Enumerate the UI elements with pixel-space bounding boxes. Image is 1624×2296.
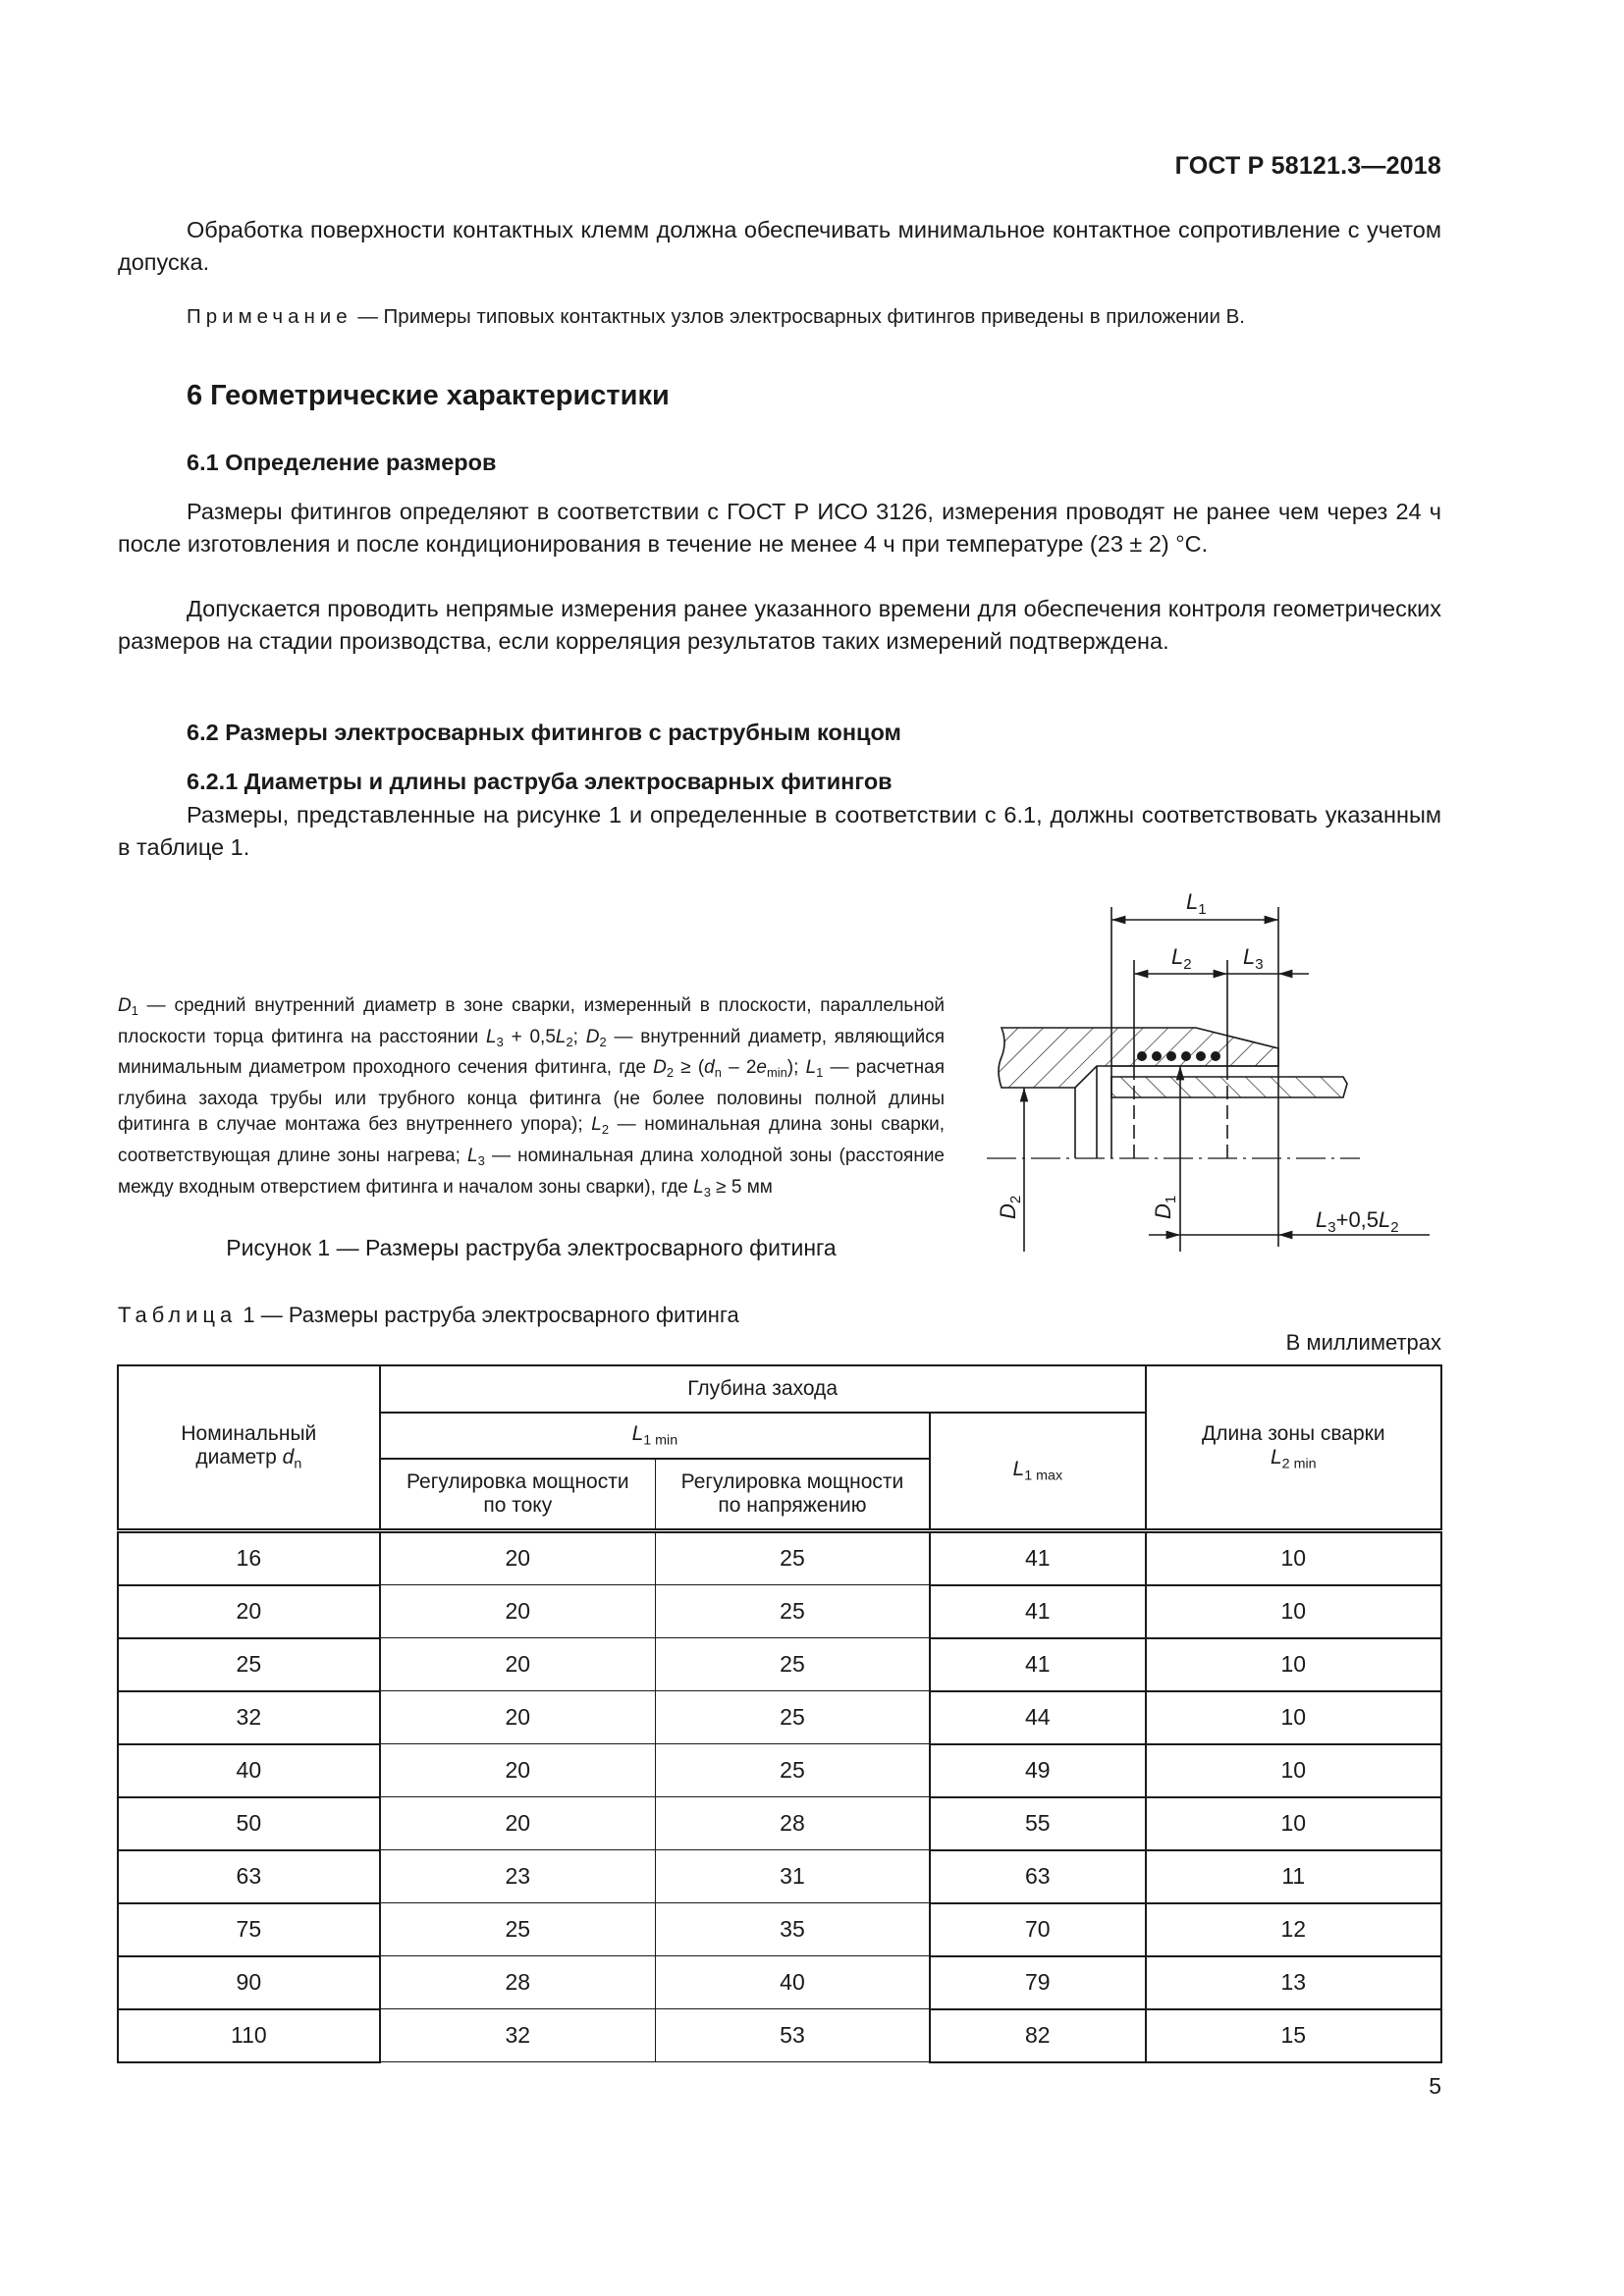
table-cell: 40 <box>655 1956 930 2009</box>
table-cell: 70 <box>930 1903 1146 1956</box>
table-cell: 44 <box>930 1691 1146 1744</box>
section-6-2-title: 6.2 Размеры электросварных фитингов с раструбным концом <box>187 720 901 745</box>
table-row <box>118 1585 1441 1638</box>
table-cell: 16 <box>118 1530 380 1585</box>
table-cell: 20 <box>380 1744 656 1797</box>
figure-caption: Рисунок 1 — Размеры раструба электросварного фитинга <box>226 1235 837 1260</box>
table-cell: 40 <box>118 1744 380 1797</box>
socket-dimensions-table <box>117 1364 1442 2063</box>
section-6-1-paragraph-1: Размеры фитингов определяют в соответствии с ГОСТ Р ИСО 3126, измерения проводят не ранее чем через 24 ч после изготовления и после кондиционирования в течение не менее 4 ч при температуре (23 ± 2) °С. <box>118 499 1441 557</box>
table-cell: 25 <box>655 1530 930 1585</box>
table-row <box>118 1638 1441 1691</box>
table-cell: 10 <box>1146 1530 1441 1585</box>
table-cell: 82 <box>930 2009 1146 2062</box>
label-d2: $D_2$ <box>996 1195 1024 1219</box>
table-cell: 10 <box>1146 1638 1441 1691</box>
table-row <box>118 1850 1441 1903</box>
table-cell: 63 <box>118 1850 380 1903</box>
table-cell: 20 <box>380 1638 656 1691</box>
table-cell: 10 <box>1146 1691 1441 1744</box>
table-cell: 11 <box>1146 1850 1441 1903</box>
table-cell: 25 <box>118 1638 380 1691</box>
table-cell: 28 <box>655 1797 930 1850</box>
table-cell: 41 <box>930 1638 1146 1691</box>
table-cell: 10 <box>1146 1744 1441 1797</box>
header-l1-min: $L_{1 min}$ <box>380 1413 930 1459</box>
table-cell: 15 <box>1146 2009 1441 2062</box>
table-cell: 13 <box>1146 1956 1441 2009</box>
table-row <box>118 1744 1441 1797</box>
table-cell: 49 <box>930 1744 1146 1797</box>
table-units: В миллиметрах <box>1285 1330 1441 1355</box>
table-cell: 20 <box>380 1585 656 1638</box>
header-insertion-depth: Глубина захода <box>380 1365 1146 1413</box>
table-cell: 10 <box>1146 1797 1441 1850</box>
page-number: 5 <box>1429 2073 1441 2099</box>
table-cell: 63 <box>930 1850 1146 1903</box>
table-cell: 50 <box>118 1797 380 1850</box>
table-cell: 41 <box>930 1530 1146 1585</box>
table-cell: 20 <box>380 1691 656 1744</box>
table-row <box>118 1956 1441 2009</box>
label-d1: $D_1$ <box>1151 1195 1179 1219</box>
header-weld-zone-length: Длина зоны сварки $L_{2 min}$ <box>1146 1365 1441 1530</box>
table-body <box>118 1530 1441 2062</box>
table-cell: 25 <box>655 1691 930 1744</box>
section-6-2-1-paragraph: Размеры, представленные на рисунке 1 и определенные в соответствии с 6.1, должны соответствовать указанным в таблице 1. <box>118 802 1441 860</box>
table-cell: 10 <box>1146 1585 1441 1638</box>
table-cell: 20 <box>380 1530 656 1585</box>
document-id-header: ГОСТ Р 58121.3—2018 <box>1174 152 1441 180</box>
table-cell: 12 <box>1146 1903 1441 1956</box>
table-cell: 23 <box>380 1850 656 1903</box>
table-cell: 55 <box>930 1797 1146 1850</box>
label-l1: $L_1$ <box>1186 889 1207 918</box>
table-cell: 32 <box>380 2009 656 2062</box>
table-cell: 25 <box>655 1638 930 1691</box>
figure-legend: $D_1$ — средний внутренний диаметр в зоне сварки, измеренный в плоскости, параллельной плоскости торца фитинга на расстоянии $L_3 + 0,5L_2$; $D_2$ — внутренний диаметр, являющийся минимальным диаметром проходного сечения фитинга, где $D_2 \ge (d_n - 2e_{min})$; $L_1$ — расчетная глубина захода трубы или трубного конца фитинга (не более половины полной длины фитинга в случае монтажа без внутреннего упора); $L_2$ — номинальная длина зоны сварки, соответствующая длине зоны нагрева; $L_3$ — номинальная длина холодной зоны (расстояние между входным отверстием фитинга и началом зоны сварки), где $L_3 \ge 5$ мм <box>118 995 946 1200</box>
section-6-1-title: 6.1 Определение размеров <box>187 450 497 475</box>
table-cell: 35 <box>655 1903 930 1956</box>
table-cell: 32 <box>118 1691 380 1744</box>
table-cell: 25 <box>655 1585 930 1638</box>
header-by-voltage: Регулировка мощности по напряжению <box>655 1459 930 1530</box>
header-l1-max: $L_{1 max}$ <box>930 1413 1146 1530</box>
label-l3: $L_3$ <box>1243 944 1264 973</box>
table-row <box>118 2009 1441 2062</box>
header-nominal-diameter: Номинальный диаметр $d_n$ <box>118 1365 380 1530</box>
label-l3-plus-half-l2: $L_3+0,5L_2$ <box>1316 1207 1399 1236</box>
table-cell: 90 <box>118 1956 380 2009</box>
table-cell: 28 <box>380 1956 656 2009</box>
table-cell: 25 <box>655 1744 930 1797</box>
table-cell: 110 <box>118 2009 380 2062</box>
table-row <box>118 1530 1441 1585</box>
section-6-2-1-title: 6.2.1 Диаметры и длины раструба электросварных фитингов <box>187 769 893 794</box>
table-cell: 79 <box>930 1956 1146 2009</box>
table-row <box>118 1903 1441 1956</box>
header-by-current: Регулировка мощности по току <box>380 1459 656 1530</box>
section-6-title: 6 Геометрические характеристики <box>187 380 670 411</box>
table-caption: Таблица 1 — Размеры раструба электросварного фитинга <box>118 1303 739 1327</box>
intro-paragraph: Обработка поверхности контактных клемм должна обеспечивать минимальное контактное сопротивление с учетом допуска. <box>118 217 1441 275</box>
table-cell: 75 <box>118 1903 380 1956</box>
table-row <box>118 1691 1441 1744</box>
table-cell: 53 <box>655 2009 930 2062</box>
table-cell: 41 <box>930 1585 1146 1638</box>
table-row <box>118 1797 1441 1850</box>
socket-dimensions-diagram <box>982 864 1473 1276</box>
note: Примечание — Примеры типовых контактных узлов электросварных фитингов приведены в приложении В. <box>187 305 1246 328</box>
table-cell: 25 <box>380 1903 656 1956</box>
table-cell: 20 <box>380 1797 656 1850</box>
table-cell: 31 <box>655 1850 930 1903</box>
label-l2: $L_2$ <box>1171 944 1192 973</box>
section-6-1-paragraph-2: Допускается проводить непрямые измерения ранее указанного времени для обеспечения контроля геометрических размеров на стадии производства, если корреляция результатов таких измерений подтверждена. <box>118 596 1441 654</box>
table-cell: 20 <box>118 1585 380 1638</box>
